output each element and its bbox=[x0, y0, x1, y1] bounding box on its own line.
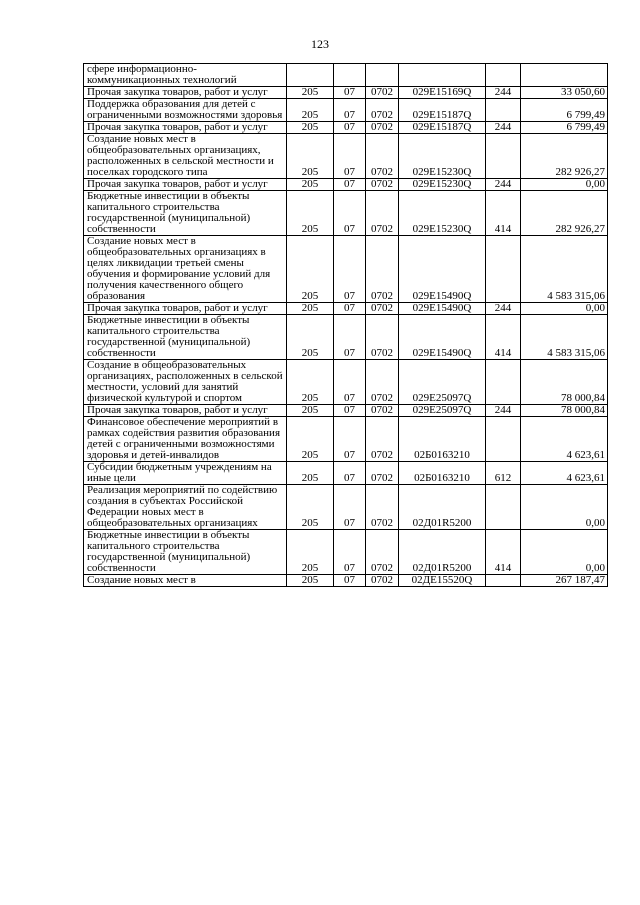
row-subsection-cell: 0702 bbox=[366, 191, 399, 236]
row-subsection-cell bbox=[366, 64, 399, 87]
row-target-article-cell bbox=[399, 64, 486, 87]
row-ved-cell: 205 bbox=[287, 179, 334, 191]
row-expense-type-cell: 244 bbox=[486, 179, 521, 191]
row-expense-type-cell: 244 bbox=[486, 303, 521, 315]
row-amount-cell: 33 050,60 bbox=[521, 87, 608, 99]
row-expense-type-cell bbox=[486, 575, 521, 587]
table-row bbox=[84, 315, 608, 360]
table-row bbox=[84, 87, 608, 99]
row-section-cell: 07 bbox=[334, 99, 366, 122]
row-target-article-cell: 029E25097Q bbox=[399, 360, 486, 405]
row-section-cell: 07 bbox=[334, 236, 366, 303]
row-name-cell: Прочая закупка товаров, работ и услуг bbox=[84, 87, 287, 99]
table-row bbox=[84, 99, 608, 122]
row-ved-cell: 205 bbox=[287, 575, 334, 587]
row-ved-cell: 205 bbox=[287, 236, 334, 303]
row-expense-type-cell: 414 bbox=[486, 530, 521, 575]
row-target-article-cell: 02Д01R5200 bbox=[399, 530, 486, 575]
row-section-cell: 07 bbox=[334, 191, 366, 236]
table-row bbox=[84, 405, 608, 417]
row-amount-cell: 4 583 315,06 bbox=[521, 315, 608, 360]
page-number: 123 bbox=[311, 37, 329, 51]
row-name-cell: Бюджетные инвестиции в объекты капитального строительства государственной (муниципальной) собственности bbox=[84, 530, 287, 575]
row-expense-type-cell: 244 bbox=[486, 87, 521, 99]
budget-table-body bbox=[84, 64, 608, 587]
row-expense-type-cell: 244 bbox=[486, 405, 521, 417]
row-expense-type-cell bbox=[486, 64, 521, 87]
table-row bbox=[84, 485, 608, 530]
row-name-cell: Поддержка образования для детей с ограниченными возможностями здоровья bbox=[84, 99, 287, 122]
row-target-article-cell: 029E15230Q bbox=[399, 134, 486, 179]
row-ved-cell: 205 bbox=[287, 315, 334, 360]
row-expense-type-cell bbox=[486, 236, 521, 303]
budget-table bbox=[83, 63, 608, 587]
row-subsection-cell: 0702 bbox=[366, 179, 399, 191]
row-target-article-cell: 029E15490Q bbox=[399, 236, 486, 303]
row-ved-cell: 205 bbox=[287, 99, 334, 122]
row-section-cell: 07 bbox=[334, 87, 366, 99]
row-section-cell: 07 bbox=[334, 417, 366, 462]
row-ved-cell: 205 bbox=[287, 485, 334, 530]
row-subsection-cell: 0702 bbox=[366, 99, 399, 122]
row-section-cell: 07 bbox=[334, 575, 366, 587]
row-name-cell: Прочая закупка товаров, работ и услуг bbox=[84, 179, 287, 191]
row-target-article-cell: 02ДЕ15520Q bbox=[399, 575, 486, 587]
row-section-cell: 07 bbox=[334, 405, 366, 417]
row-section-cell: 07 bbox=[334, 303, 366, 315]
row-subsection-cell: 0702 bbox=[366, 87, 399, 99]
row-amount-cell: 282 926,27 bbox=[521, 191, 608, 236]
table-row bbox=[84, 122, 608, 134]
row-expense-type-cell: 612 bbox=[486, 462, 521, 485]
row-subsection-cell: 0702 bbox=[366, 236, 399, 303]
row-ved-cell: 205 bbox=[287, 530, 334, 575]
row-target-article-cell: 029E15230Q bbox=[399, 191, 486, 236]
row-expense-type-cell bbox=[486, 360, 521, 405]
row-expense-type-cell bbox=[486, 134, 521, 179]
row-name-cell: Бюджетные инвестиции в объекты капитального строительства государственной (муниципальной) собственности bbox=[84, 315, 287, 360]
row-subsection-cell: 0702 bbox=[366, 530, 399, 575]
table-row bbox=[84, 417, 608, 462]
row-ved-cell: 205 bbox=[287, 191, 334, 236]
row-subsection-cell: 0702 bbox=[366, 315, 399, 360]
table-row bbox=[84, 191, 608, 236]
row-subsection-cell: 0702 bbox=[366, 134, 399, 179]
row-target-article-cell: 029E15490Q bbox=[399, 315, 486, 360]
table-row bbox=[84, 462, 608, 485]
table-row bbox=[84, 134, 608, 179]
row-target-article-cell: 029E15490Q bbox=[399, 303, 486, 315]
row-target-article-cell: 029E15187Q bbox=[399, 99, 486, 122]
table-row bbox=[84, 236, 608, 303]
row-section-cell: 07 bbox=[334, 530, 366, 575]
row-target-article-cell: 029E25097Q bbox=[399, 405, 486, 417]
row-target-article-cell: 02Д01R5200 bbox=[399, 485, 486, 530]
row-ved-cell: 205 bbox=[287, 134, 334, 179]
row-subsection-cell: 0702 bbox=[366, 462, 399, 485]
row-amount-cell: 6 799,49 bbox=[521, 122, 608, 134]
row-name-cell: Создание новых мест в bbox=[84, 575, 287, 587]
row-section-cell: 07 bbox=[334, 315, 366, 360]
row-section-cell: 07 bbox=[334, 485, 366, 530]
row-subsection-cell: 0702 bbox=[366, 360, 399, 405]
row-name-cell: Прочая закупка товаров, работ и услуг bbox=[84, 303, 287, 315]
row-expense-type-cell: 414 bbox=[486, 191, 521, 236]
row-ved-cell: 205 bbox=[287, 303, 334, 315]
row-ved-cell: 205 bbox=[287, 122, 334, 134]
row-name-cell: сфере информационно-коммуникационных технологий bbox=[84, 64, 287, 87]
row-target-article-cell: 02Б0163210 bbox=[399, 462, 486, 485]
row-expense-type-cell bbox=[486, 485, 521, 530]
row-ved-cell bbox=[287, 64, 334, 87]
row-name-cell: Бюджетные инвестиции в объекты капитального строительства государственной (муниципальной) собственности bbox=[84, 191, 287, 236]
row-section-cell: 07 bbox=[334, 462, 366, 485]
row-amount-cell: 78 000,84 bbox=[521, 360, 608, 405]
row-subsection-cell: 0702 bbox=[366, 405, 399, 417]
row-amount-cell: 4 583 315,06 bbox=[521, 236, 608, 303]
table-row bbox=[84, 575, 608, 587]
row-name-cell: Создание новых мест в общеобразовательных организациях в целях ликвидации третьей смены обучения и формирование условий для получения качественного общего образования bbox=[84, 236, 287, 303]
row-ved-cell: 205 bbox=[287, 417, 334, 462]
row-amount-cell: 0,00 bbox=[521, 485, 608, 530]
row-name-cell: Прочая закупка товаров, работ и услуг bbox=[84, 405, 287, 417]
row-target-article-cell: 029E15187Q bbox=[399, 122, 486, 134]
row-ved-cell: 205 bbox=[287, 87, 334, 99]
row-subsection-cell: 0702 bbox=[366, 485, 399, 530]
row-amount-cell: 4 623,61 bbox=[521, 417, 608, 462]
row-amount-cell: 4 623,61 bbox=[521, 462, 608, 485]
row-target-article-cell: 029E15230Q bbox=[399, 179, 486, 191]
table-row bbox=[84, 360, 608, 405]
table-row bbox=[84, 179, 608, 191]
row-amount-cell bbox=[521, 64, 608, 87]
row-ved-cell: 205 bbox=[287, 405, 334, 417]
row-section-cell: 07 bbox=[334, 134, 366, 179]
row-ved-cell: 205 bbox=[287, 462, 334, 485]
row-target-article-cell: 02Б0163210 bbox=[399, 417, 486, 462]
row-section-cell: 07 bbox=[334, 360, 366, 405]
row-expense-type-cell bbox=[486, 417, 521, 462]
row-name-cell: Создание в общеобразовательных организациях, расположенных в сельской местности, условий для занятий физической культурой и спортом bbox=[84, 360, 287, 405]
row-subsection-cell: 0702 bbox=[366, 122, 399, 134]
row-amount-cell: 0,00 bbox=[521, 530, 608, 575]
row-amount-cell: 267 187,47 bbox=[521, 575, 608, 587]
row-name-cell: Создание новых мест в общеобразовательных организациях, расположенных в сельской местности и поселках городского типа bbox=[84, 134, 287, 179]
row-name-cell: Субсидии бюджетным учреждениям на иные цели bbox=[84, 462, 287, 485]
row-name-cell: Реализация мероприятий по содействию создания в субъектах Российской Федерации новых мест в общеобразовательных организациях bbox=[84, 485, 287, 530]
row-name-cell: Прочая закупка товаров, работ и услуг bbox=[84, 122, 287, 134]
row-name-cell: Финансовое обеспечение мероприятий в рамках содействия развития образования детей с ограниченными возможностями здоровья и детей-инвалидов bbox=[84, 417, 287, 462]
row-subsection-cell: 0702 bbox=[366, 303, 399, 315]
table-row bbox=[84, 530, 608, 575]
table-row bbox=[84, 64, 608, 87]
row-amount-cell: 78 000,84 bbox=[521, 405, 608, 417]
row-subsection-cell: 0702 bbox=[366, 575, 399, 587]
row-target-article-cell: 029E15169Q bbox=[399, 87, 486, 99]
row-expense-type-cell: 244 bbox=[486, 122, 521, 134]
row-amount-cell: 0,00 bbox=[521, 179, 608, 191]
row-amount-cell: 0,00 bbox=[521, 303, 608, 315]
row-section-cell bbox=[334, 64, 366, 87]
row-amount-cell: 6 799,49 bbox=[521, 99, 608, 122]
table-row bbox=[84, 303, 608, 315]
row-amount-cell: 282 926,27 bbox=[521, 134, 608, 179]
row-subsection-cell: 0702 bbox=[366, 417, 399, 462]
row-expense-type-cell bbox=[486, 99, 521, 122]
row-section-cell: 07 bbox=[334, 179, 366, 191]
row-expense-type-cell: 414 bbox=[486, 315, 521, 360]
row-ved-cell: 205 bbox=[287, 360, 334, 405]
row-section-cell: 07 bbox=[334, 122, 366, 134]
